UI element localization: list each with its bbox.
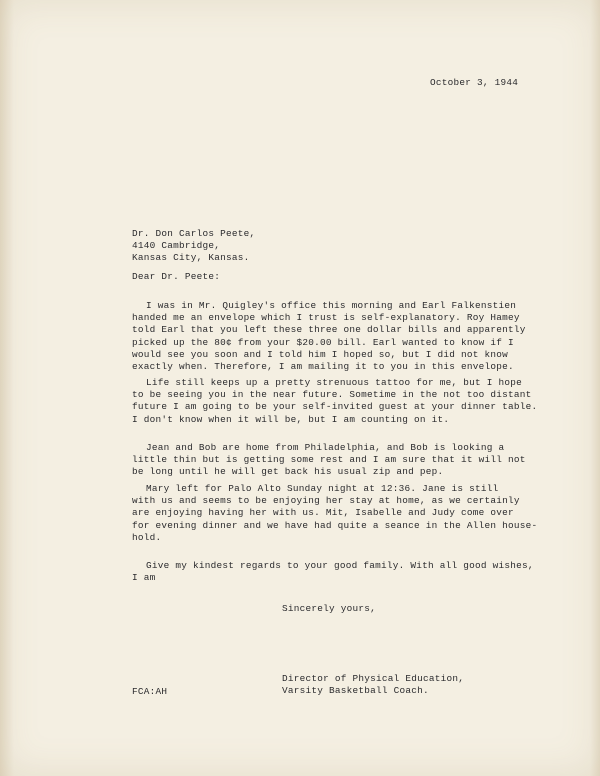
paragraph-line: told Earl that you left these three one dollar bills and apparently (132, 324, 526, 336)
body-paragraph (132, 560, 534, 584)
paragraph-line: I was in Mr. Quigley's office this morning and Earl Falkenstien (146, 300, 517, 311)
body-paragraph (132, 442, 526, 479)
paragraph-line: Jean and Bob are home from Philadelphia, and Bob is looking a (146, 442, 505, 453)
closing: Sincerely yours, (282, 603, 377, 614)
signature-title-line: Varsity Basketball Coach. (282, 685, 429, 696)
body-paragraph (132, 483, 537, 544)
paragraph-line: Give my kindest regards to your good family. With all good wishes, (146, 560, 534, 571)
paragraph-line: Mary left for Palo Alto Sunday night at 12:36. Jane is still (146, 483, 499, 494)
signature-title-line: Director of Physical Education, (282, 673, 465, 684)
address-line: Kansas City, Kansas. (132, 252, 250, 263)
paragraph-line: little thin but is getting some rest and I am sure that it will not (132, 454, 526, 466)
address-line: 4140 Cambridge, (132, 240, 221, 251)
reference-initials: FCA:AH (132, 686, 168, 697)
paragraph-line: would see you soon and I told him I hoped so, but I did not know (132, 348, 509, 360)
address-line: Dr. Don Carlos Peete, (132, 228, 256, 239)
paragraph-line: I am (132, 572, 156, 584)
paragraph-line: I don't know when it will be, but I am counting on it. (132, 413, 450, 425)
paragraph-line: to be seeing you in the near future. Sometime in the not too distant (132, 389, 532, 401)
paragraph-line: with us and seems to be enjoying her stay at home, as we certainly (132, 495, 520, 507)
recipient-address (132, 228, 255, 264)
paragraph-line: picked up the 80¢ from your $20.00 bill. Earl wanted to know if I (132, 336, 514, 348)
paragraph-line: handed me an envelope which I trust is self-explanatory. Roy Hamey (132, 312, 520, 324)
paragraph-line: Life still keeps up a pretty strenuous tattoo for me, but I hope (146, 377, 523, 388)
signature-titles (282, 673, 464, 697)
paragraph-line: hold. (132, 531, 162, 543)
salutation: Dear Dr. Peete: (132, 271, 221, 282)
body-paragraph (132, 300, 526, 373)
paragraph-line: exactly when. Therefore, I am mailing it to you in this envelope. (132, 360, 514, 372)
letter-date: October 3, 1944 (430, 77, 519, 88)
paragraph-line: are enjoying having her with us. Mit, Isabelle and Judy come over (132, 507, 514, 519)
paragraph-line: future I am going to be your self-invited guest at your dinner table. (132, 401, 538, 413)
body-paragraph (132, 377, 537, 426)
paragraph-line: be long until he will get back his usual zip and pep. (132, 466, 444, 478)
paragraph-line: for evening dinner and we have had quite a seance in the Allen house- (132, 519, 538, 531)
